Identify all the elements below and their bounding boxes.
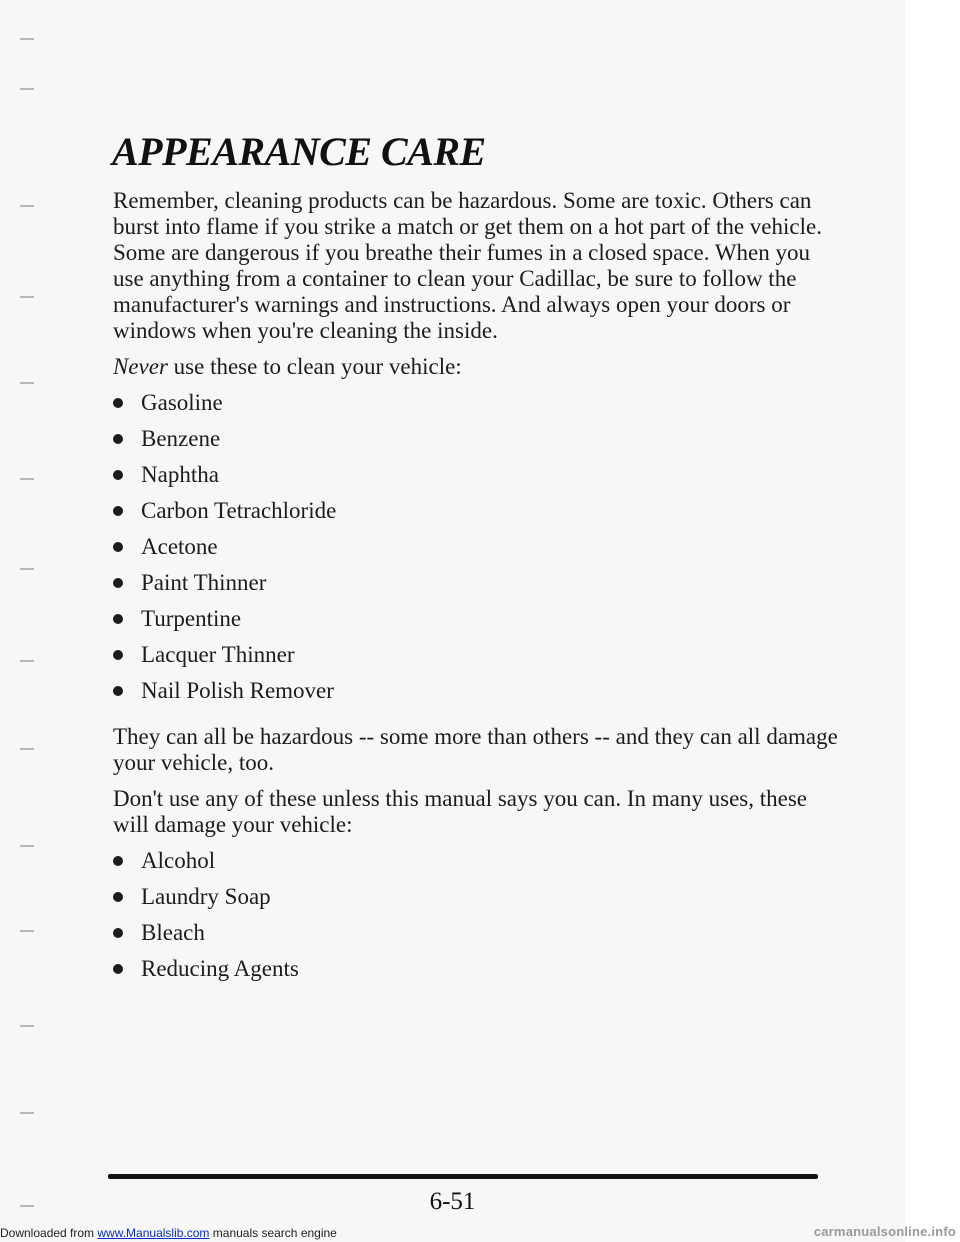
bullet-icon [113,856,123,866]
page-content [113,188,843,1002]
dont-use-list [113,848,843,992]
list-item: Reducing Agents [113,956,843,992]
margin-ticks [20,0,40,1242]
never-emphasis: Never [113,354,168,379]
bullet-icon [113,614,123,624]
bullet-icon [113,928,123,938]
bullet-icon [113,964,123,974]
download-footer [0,1226,337,1240]
page-number: 6-51 [429,1188,476,1215]
bullet-icon [113,650,123,660]
footer-suffix: manuals search engine [209,1226,337,1240]
list-item: Lacquer Thinner [113,642,843,678]
bullet-icon [113,506,123,516]
list-item: Nail Polish Remover [113,678,843,714]
list-item: Turpentine [113,606,843,642]
hazard-note-paragraph: They can all be hazardous -- some more than others -- and they can all damage your vehicle, too. [113,724,838,775]
intro-paragraph: Remember, cleaning products can be hazardous. Some are toxic. Others can burst into flame if you strike a match or get them on a hot part of the vehicle. Some are dangerous if you breathe their fumes in a closed space. When you use anything from a container to clean your Cadillac, be sure to follow the manufacturer's warnings and instructions. And always open your doors or windows when you're cleaning the inside. [113,188,822,343]
never-lead-text: use these to clean your vehicle: [167,354,462,379]
list-item: Benzene [113,426,843,462]
list-item: Gasoline [113,390,843,426]
list-item: Alcohol [113,848,843,884]
list-item: Naphtha [113,462,843,498]
manualslib-link[interactable]: www.Manualslib.com [97,1226,210,1240]
list-item: Paint Thinner [113,570,843,606]
bullet-icon [113,398,123,408]
never-lead-paragraph [113,354,843,380]
never-use-list [113,390,843,714]
bullet-icon [113,542,123,552]
list-item: Carbon Tetrachloride [113,498,843,534]
footer-rule [108,1174,818,1179]
dont-use-paragraph: Don't use any of these unless this manual says you can. In many uses, these will damage your vehicle: [113,786,808,837]
page-title: APPEARANCE CARE [112,129,486,174]
bullet-icon [113,470,123,480]
watermark-text: carmanualsonline.info [813,1224,956,1239]
list-item: Laundry Soap [113,884,843,920]
bullet-icon [113,892,123,902]
footer-prefix: Downloaded from [0,1226,98,1240]
bullet-icon [113,434,123,444]
list-item: Acetone [113,534,843,570]
bullet-icon [113,686,123,696]
list-item: Bleach [113,920,843,956]
bullet-icon [113,578,123,588]
